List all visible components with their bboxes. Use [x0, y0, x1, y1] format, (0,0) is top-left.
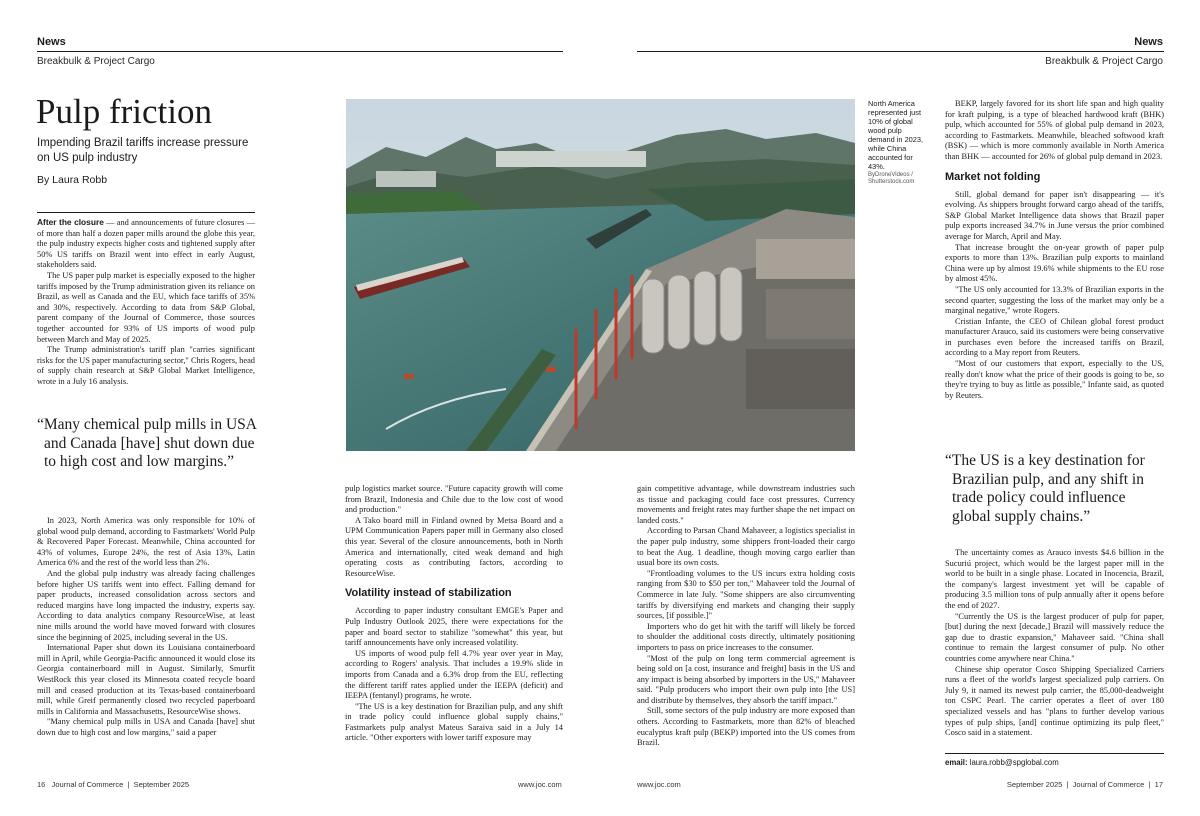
- paragraph: Still, global demand for paper isn't disappearing — it's evolving. As shippers brought forward cargo ahead of the tariffs, S&P Global Market Intelligence data shows that Brazil paper pulp exports increased 34.7% in June versus the prior combined average for March, April and May.: [945, 189, 1164, 241]
- paragraph: "Most of the pulp on long term commercial agreement is being sold on [a cost, insurance and freight] basis in the US and any impact is being absorbed by importers in the US," Mahaveer said. "Pulp producers who import their own pulp into [the US] and distribute by themselves, they absorb the tariff impact.": [637, 653, 855, 705]
- paragraph: pulp logistics market source. "Future capacity growth will come from Brazil, Indonesia and Chile due to the low cost of wood and production.": [345, 484, 563, 515]
- column-4-bottom: [945, 548, 1164, 739]
- column-1-top: [37, 217, 255, 388]
- publication-name: Journal of Commerce: [1072, 780, 1145, 789]
- issue-date: September 2025: [133, 780, 190, 789]
- paragraph: Chinese ship operator Cosco Shipping Specialized Carriers runs a fleet of the world's largest specialized pulp carriers. On July 9, it named its newest pulp carrier, the 85,000-deadweight ton CSPC Pearl. The carrier operates a fleet of over 180 specialized vessels and has "plans to further develop various types of pulp ships, [and] continue optimizing its pulp fleet," Cosco said in a statement.: [945, 664, 1164, 738]
- section-label-right: News: [1134, 36, 1163, 48]
- headline: Pulp friction: [36, 92, 212, 131]
- pull-quote-1: “Many chemical pulp mills in USA and Canada [have] shut down due to high cost and low margins.”: [37, 416, 257, 470]
- paragraph: In 2023, North America was only responsible for 10% of global wood pulp demand, according to Fastmarkets' World Pulp & Recovered Paper Forecast. Meanwhile, China accounted for 43% of volumes, Europe 24%, the rest of Asia 13%, Latin America 6% and the rest of the world less than 2%.: [37, 516, 255, 568]
- port-aerial-photo: [346, 99, 855, 451]
- paragraph: "Many chemical pulp mills in USA and Canada [have] shut down due to high cost and low margins," said a paper: [37, 717, 255, 737]
- author-email: email: laura.robb@spglobal.com: [945, 758, 1059, 767]
- column-1-bottom: [37, 516, 255, 738]
- footer-left: 16 Journal of Commerce | September 2025: [37, 780, 190, 789]
- email-rule: [945, 753, 1164, 754]
- paragraph: "Currently the US is the largest producer of pulp for paper, [but] during the next [decade,] Brazil will massively reduce the gap due to drastic expansion," Mahaveer said. "China shall continue to remain the largest consumer of pulp. No other countries come anywhere near China.": [945, 611, 1164, 663]
- email-link[interactable]: laura.robb@spglobal.com: [969, 758, 1059, 767]
- paragraph: "The US is a key destination for Brazilian pulp, and any shift in trade policy could influence global supply chains," Fastmarkets pulp analyst Mateus Saraiva said in a July 14 article. "Other exporters with lower tariff exposure may: [345, 701, 563, 743]
- column-4-top: [945, 99, 1164, 401]
- header-rule-right: [637, 51, 1164, 52]
- dek: Impending Brazil tariffs increase pressure on US pulp industry: [37, 137, 249, 164]
- paragraph: BEKP, largely favored for its short life span and high quality for kraft pulping, is a type of bleached hardwood kraft (BHK) pulp, which accounted for 55% of global pulp demand in 2023, according to Fastmarkets. Meanwhile, bleached softwood kraft (BSK) — which is more commonly available in North America than BHK — accounted for 26% of global pulp demand in 2023.: [945, 99, 1164, 161]
- paragraph: Cristian Infante, the CEO of Chilean global forest product manufacturer Arauco, said its customers were being conservative in purchases even before the increased tariffs on Brazil, according to a May report from Reuters.: [945, 316, 1164, 358]
- paragraph: According to paper industry consultant EMGE's Paper and Pulp Industry Outlook 2025, there were expectations for the paper and board sector to stabilize "somewhat" this year, but tariff announcements have only increased volatility.: [345, 606, 563, 648]
- subhead-market: Market not folding: [945, 170, 1041, 183]
- page-number-right: 17: [1154, 780, 1163, 789]
- paragraph: gain competitive advantage, while downstream industries such as tissue and packaging could face cost pressures. Currency movements and freight rates may further shape the net impact on landed costs.": [637, 484, 855, 525]
- lead-paragraph: After the closure — and announcements of future closures — of more than half a dozen paper mills around the globe this year, the pulp industry expects higher costs and tightened supply after 50% US tariffs on Brazil went into effect in early August, stakeholders said.: [37, 217, 255, 270]
- header-rule-left: [37, 51, 563, 52]
- paragraph: "The US only accounted for 13.3% of Brazilian exports in the second quarter, suggesting the loss of the market may only be a marginal negative," wrote Rogers.: [945, 284, 1164, 316]
- paragraph: "Frontloading volumes to the US incurs extra holding costs ranging from $30 to $50 per ton," Mahaveer told the Journal of Commerce in late July. "Some shippers are also circumventing tariffs by diversifying end markets and changing their supply sources, [if possible.]": [637, 568, 855, 621]
- subhead-volatility: Volatility instead of stabilization: [345, 587, 512, 600]
- paragraph: The US paper pulp market is especially exposed to the higher tariffs imposed by the Trump administration given its reliance on Brazil, as well as Canada and the EU, which face tariffs of 35% and 30%, respectively. According to data from S&P Global, parent company of the Journal of Commerce, those sources together accounted for 93% of US imports of wood pulp between March and May of 2025.: [37, 270, 255, 344]
- publication-name: Journal of Commerce: [51, 780, 124, 789]
- paragraph: "Most of our customers that export, especially to the US, really don't know what the price of their goods is going to be, so they're trying to buy as little as possible," Infante said, as quoted by Reuters.: [945, 359, 1164, 400]
- column-3: [637, 484, 855, 749]
- photo-caption: North America represented just 10% of global wood pulp demand in 2023, while China accounted for 43%. ByDroneVideos / Shutterstock.com: [868, 99, 928, 186]
- byline: By Laura Robb: [37, 174, 108, 186]
- byline-rule: [37, 212, 255, 213]
- pull-quote-2: “The US is a key destination for Brazilian pulp, and any shift in trade policy could influence global supply chains.”: [945, 452, 1145, 525]
- column-2: [345, 484, 563, 744]
- paragraph: The uncertainty comes as Arauco invests $4.6 billion in the Sucuriú project, which would be the largest paper mill in the world to be built in a single phase. Located in Inocencia, Brazil, the company's largest investment yet will be capable of producing 3.5 million tons of pulp annually after it opens before the end of 2027.: [945, 548, 1164, 610]
- paragraph: Still, some sectors of the pulp industry are more exposed than others. According to Fastmarkets, more than 82% of bleached eucalyptus kraft pulp (BEKP) imported into the US comes from Brazil.: [637, 706, 855, 748]
- paragraph: That increase brought the on-year growth of paper pulp exports to more than 13%. Brazilian pulp exports to mainland China were up by almost 19.6% while shipments to the EU rose by almost 45%.: [945, 242, 1164, 284]
- paragraph: US imports of wood pulp fell 4.7% year over year in May, according to Rogers' analysis. That includes a 19.9% slide in imports from Canada and a 6.3% drop from the EU, reflecting the different tariff rates applied under the IEEPA (deficit) and IEEPA (fentanyl) programs, he wrote.: [345, 648, 563, 701]
- photo-credit: ByDroneVideos / Shutterstock.com: [868, 172, 915, 185]
- paragraph: Importers who do get hit with the tariff will likely be forced to shoulder the additional costs directly, ultimately positioning importers to pass on price increases to the consumer.: [637, 621, 855, 652]
- paragraph: A Tako board mill in Finland owned by Metsa Board and a UPM Communication Papers paper mill in Germany also closed this year. Several of the closure announcements, both in North America and internationally, cited weak demand and high operating costs as contributing factors, according to ResourceWise.: [345, 515, 563, 578]
- lead-in: After the closure: [37, 217, 104, 227]
- paragraph: According to Parsan Chand Mahaveer, a logistics specialist in the paper pulp industry, some shippers front-loaded their cargo to beat the Aug. 1 deadline, though moving cargo earlier than usual bore its own costs.: [637, 526, 855, 568]
- subsection-label-left: Breakbulk & Project Cargo: [37, 56, 155, 67]
- paragraph: And the global pulp industry was already facing challenges before higher US tariffs went into effect. Falling demand for paper products, increased consolidation across sectors and reduced margins have long impacted the industry, experts say. According to data analytics company ResourceWise, at least nine mills around the world have moved forward with closures since the beginning of 2025, including several in the US.: [37, 568, 255, 642]
- issue-date: September 2025: [1006, 780, 1063, 789]
- subsection-label-right: Breakbulk & Project Cargo: [1045, 56, 1163, 67]
- paragraph: The Trump administration's tariff plan "carries significant risks for the US paper manufacturing sector," Chris Rogers, head of supply chain research at S&P Global Market Intelligence, wrote in a July 16 analysis.: [37, 345, 255, 386]
- section-label-left: News: [37, 36, 66, 48]
- page-number-left: 16: [37, 780, 46, 789]
- footer-url-right[interactable]: www.joc.com: [637, 780, 681, 789]
- paragraph: International Paper shut down its Louisiana containerboard mill in April, while Georgia-Pacific announced it would close its Georgia containerboard mill in August. Similarly, Smurfit WestRock this year closed its Minnesota coated recycle board mill and ceased production at its Texas-based containerboard mill, while Greif permanently closed two recycled paperboard mills in California and Massachusetts, ResourceWise shows.: [37, 643, 255, 716]
- footer-right: September 2025 | Journal of Commerce | 17: [1006, 780, 1163, 789]
- footer-url-left[interactable]: www.joc.com: [518, 780, 562, 789]
